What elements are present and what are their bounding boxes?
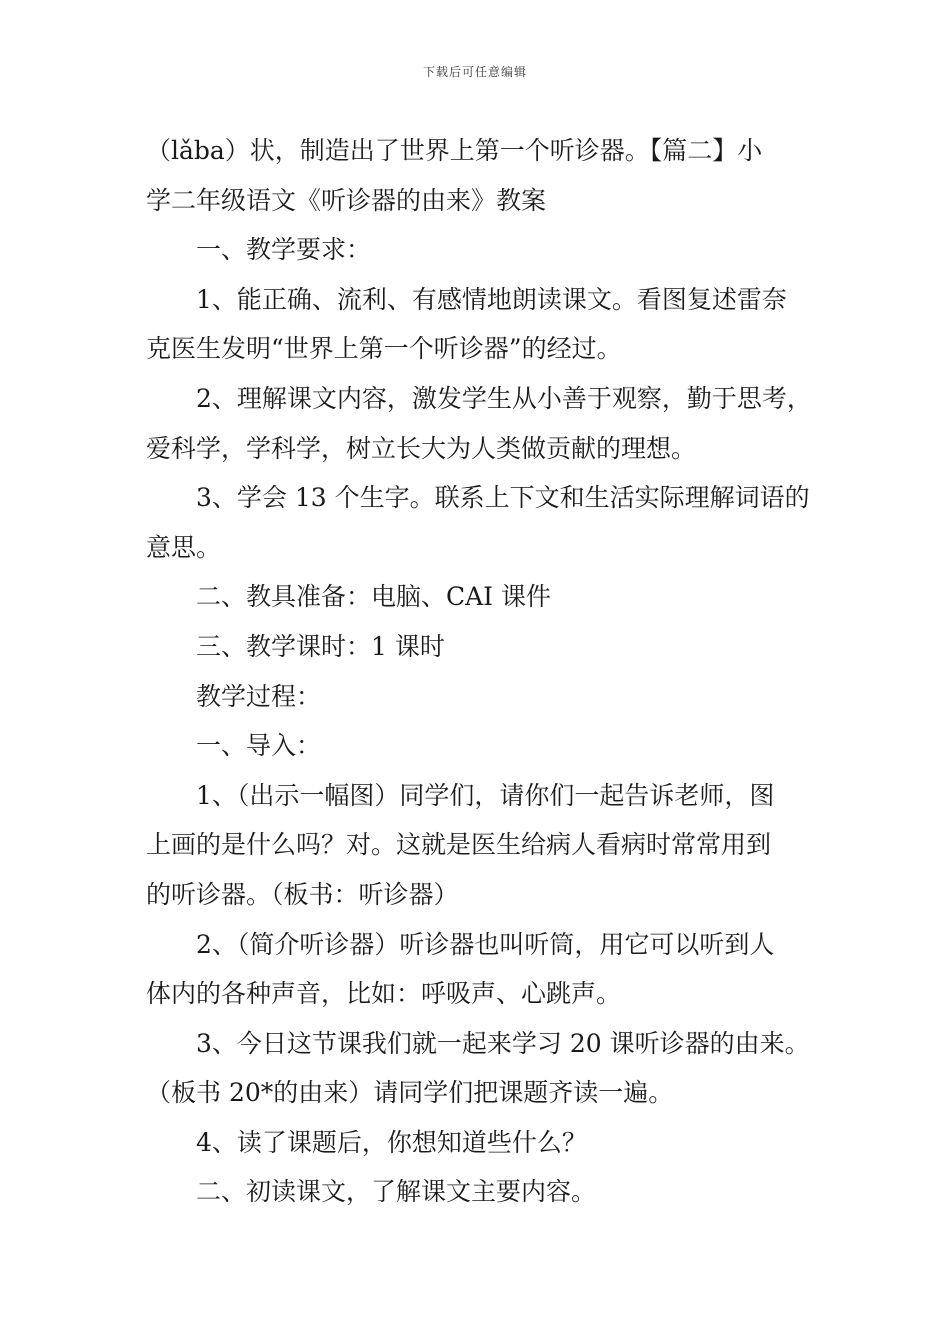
text-line: 二、教具准备：电脑、CAI 课件 — [196, 582, 552, 612]
text-line: 二、初读课文，了解课文主要内容。 — [196, 1177, 597, 1207]
paragraph — [146, 374, 826, 473]
text-line: 2、理解课文内容，激发学生从小善于观察，勤于思考， — [196, 383, 812, 413]
text-line: 2、（简介听诊器）听诊器也叫听筒，用它可以听到人 — [196, 929, 775, 959]
section-heading — [146, 622, 826, 672]
paragraph — [146, 126, 826, 225]
section-heading — [146, 672, 826, 722]
text-line: 教学过程： — [196, 681, 322, 711]
text-line: 体内的各种声音，比如：呼吸声、心跳声。 — [146, 979, 622, 1009]
text-line: 一、教学要求： — [196, 235, 372, 265]
text-line: （板书 20*的由来）请同学们把课题齐读一遍。 — [146, 1078, 674, 1108]
text-line: 4、读了课题后，你想知道些什么？ — [196, 1127, 587, 1157]
paragraph — [146, 1019, 826, 1118]
text-line: （lǎba）状，制造出了世界上第一个听诊器。【篇二】小 — [146, 136, 763, 165]
text-line: 三、教学课时：1 课时 — [196, 631, 445, 661]
text-line: 学二年级语文《听诊器的由来》教案 — [146, 185, 547, 215]
text-line: 3、学会 13 个生字。联系上下文和生活实际理解词语的 — [196, 483, 810, 513]
paragraph — [146, 920, 826, 1019]
text-line: 一、导入： — [196, 731, 322, 761]
section-heading — [146, 572, 826, 622]
paragraph — [146, 771, 826, 920]
text-line: 1、能正确、流利、有感情地朗读课文。看图复述雷奈 — [196, 284, 787, 314]
text-line: 克医生发明“世界上第一个听诊器”的经过。 — [146, 334, 622, 364]
paragraph — [146, 1118, 826, 1168]
section-heading — [146, 721, 826, 771]
paragraph — [146, 473, 826, 572]
paragraph — [146, 275, 826, 374]
text-line: 3、今日这节课我们就一起来学习 20 课听诊器的由来。 — [196, 1028, 810, 1058]
text-line: 1、（出示一幅图）同学们，请你们一起告诉老师，图 — [196, 780, 775, 810]
section-heading — [146, 1167, 826, 1217]
document-body — [146, 126, 826, 1217]
section-heading — [146, 225, 826, 275]
page-header: 下载后可任意编辑 — [422, 65, 527, 79]
text-line: 意思。 — [146, 532, 222, 562]
text-line: 上画的是什么吗？对。这就是医生给病人看病时常常用到 — [146, 830, 772, 860]
text-line: 爱科学，学科学，树立长大为人类做贡献的理想。 — [146, 433, 697, 463]
text-line: 的听诊器。（板书：听诊器） — [146, 879, 459, 909]
